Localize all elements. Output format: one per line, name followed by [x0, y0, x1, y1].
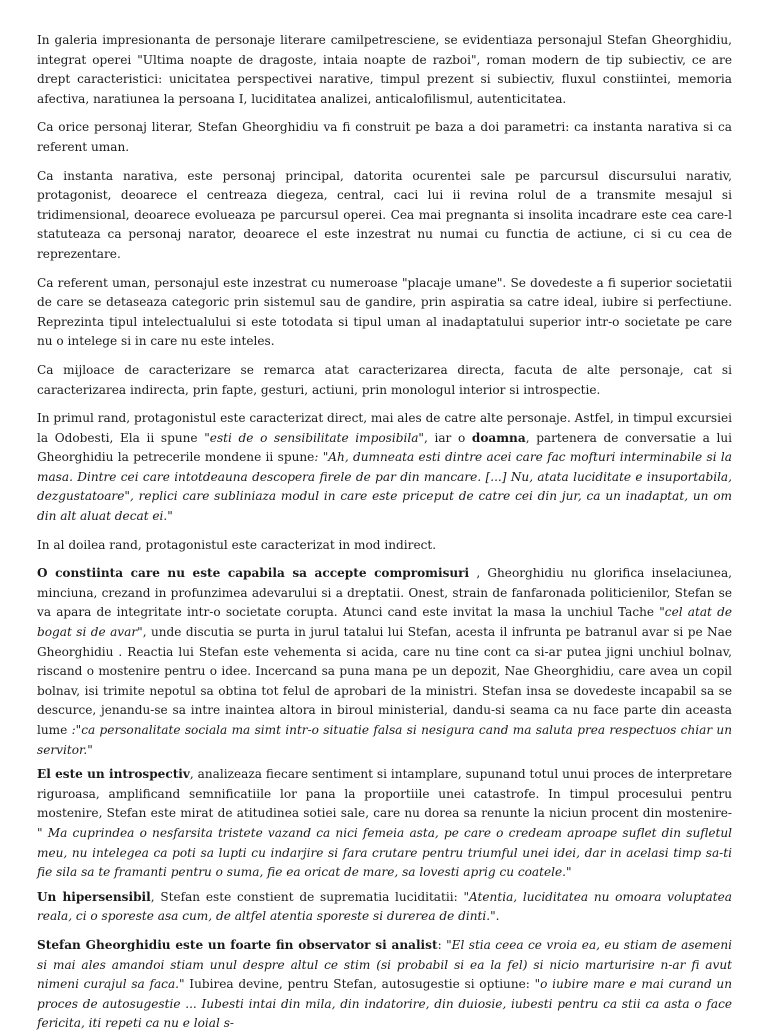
- quote-text: , replici care subliniaza modul in care este priceput de catre cei din jur, ca un inadaptat, un om din alt aluat decat ei.": [37, 489, 732, 524]
- body-text: , analizeaza fiecare sentiment si intamplare, supunand totul unui proces de interpretare riguroasa, amplificand semnificatiile lor pana la proportiile unei catastrofe. In timpul procesului pentru mostenire, Stefan este mirat de atitudinea sotiei sale, care nu dorea sa renunte la niciun procent din mostenire-: [37, 767, 732, 821]
- quote-text: esti de o sensibilitate imposibila: [209, 430, 419, 445]
- paragraph-6: [37, 409, 732, 527]
- paragraph-10: [37, 888, 732, 927]
- body-text: Ca orice personaj literar, Stefan Gheorghidiu va fi construit pe baza a doi parametri: ca instanta narativa si ca referent uman.: [37, 120, 732, 154]
- quote-text: "El stia ceea ce vroia ea, eu stiam de asemeni si mai ales amandoi stiam unul despre altul ce stim (si probabil si ea la fel) si nicio marturisire n-ar fi avut nimeni curajul sa faca.": [37, 937, 732, 992]
- body-text: , partenera de conversatie a lui Gheorghidiu la petrecerile mondene ii spune: [37, 430, 732, 465]
- body-text: Ca instanta narativa, este personaj principal, datorita ocurentei sale pe parcursul discursului narativ, protagonist, deoarece el centreaza diegeza, central, caci lui ii revina rolul de a transmite mesajul si tridimensional, deoarece evolueaza pe parcursul operei. Cea mai pregnanta si insolita incadrare este cea care-l statuteaza ca personaj narator, deoarece el este inzestrat nu numai cu functia de actiune, ci si cu cea de reprezentare.: [37, 168, 732, 261]
- bold-text: Stefan Gheorghidiu este un foarte fin observator si analist: [37, 937, 438, 952]
- paragraph-2: [37, 118, 732, 157]
- body-text: Ca mijloace de caracterizare se remarca atat caracterizarea directa, facuta de alte personaje, cat si caracterizarea indirecta, prin fapte, gesturi, actiuni, prin monologul interior si introspectie.: [37, 362, 732, 397]
- body-text: Iubirea devine, pentru Stefan, autosugestie si optiune:: [184, 977, 535, 992]
- paragraph-7: [37, 536, 732, 556]
- paragraph-9: [37, 765, 732, 883]
- paragraph-8: [37, 564, 732, 760]
- body-text: In al doilea rand, protagonistul este caracterizat in mod indirect.: [37, 537, 437, 552]
- body-text: , Stefan este constient de suprematia luciditatii:: [150, 889, 464, 904]
- body-text: Ca referent uman, personajul este inzestrat cu numeroase "placaje umane". Se dovedeste a fi superior societatii de care se detaseaza categoric prin sistemul sau de gandire, prin aspiratia sa catre ideal, iubire si perfectiune. Reprezinta tipul intelectualului si este totodata si tipul uman al inadaptatului superior intr-o societate pe care nu o intelege si in care nu este inteles.: [37, 275, 732, 349]
- body-text: , unde discutia se purta in jurul tatalui lui Stefan, acesta il infrunta pe batranul avar si pe Nae Gheorghidiu . Reactia lui Stefan este vehementa si acida, care nu tine cont ca si-ar putea jigni unchiul bolnav, riscand o mostenire pentru o idee. Incercand sa puna mana pe un depozit, Nae Gheorghidiu, care avea un copil bolnav, isi trimite nepotul sa obtina tot felul de aprobari de la ministri. Stefan insa se dovedeste incapabil sa se descurce, jenandu-se sa intre inaintea altora in biroul ministerial, dandu-si seama ca nu face parte din aceasta lume: [37, 625, 733, 737]
- quote-text: "o iubire mare e mai curand un proces de autosugestie ... Iubesti intai din mila, din indatorire, din duiosie, iubesti pentru ca stii ca asta o face fericita, iti repeti ca nu e loial s-: [37, 977, 732, 1031]
- body-text: In galeria impresionanta de personaje literare camilpetresciene, se evidentiaza personajul Stefan Gheorghidiu, integrat operei "Ultima noapte de dragoste, intaia noapte de razboi", roman modern de tip subiectiv, ce are drept caracteristici: unicitatea perspectivei narative, timpul prezent si subiectiv, fluxul constiintei, memoria afectiva, naratiunea la persoana I, luciditatea analizei, anticalofilismul, autenticitatea.: [37, 33, 732, 106]
- quote-text: "cel atat de bogat si de avar": [37, 605, 732, 640]
- body-text: .: [495, 909, 500, 924]
- paragraph-4: [37, 274, 732, 352]
- body-text: , Gheorghidiu nu glorifica inselaciunea, minciuna, crezand in profunzimea adevarului si a dreptatii. Onest, strain de fanfaronada politicienilor, Stefan se va apara de integritate intr-o societate corupta. Atunci cand este invitat la masa la unchiul Tache: [37, 566, 732, 620]
- body-text: :: [437, 937, 447, 952]
- paragraph-3: [37, 167, 732, 265]
- bold-text: O constiinta care nu este capabila sa accepte compromisuri: [37, 566, 470, 581]
- quote-text: : "Ah, dumneata esti dintre acei care fac mofturi interminabile si la masa. Dintre cei care intotdeauna descopera firele de par din mancare. [...] Nu, atata luciditate e insuportabila, dezgustatoare": [37, 450, 733, 504]
- bold-text: El este un introspectiv: [37, 767, 190, 782]
- paragraph-11: [37, 936, 732, 1034]
- bold-text: Un hipersensibil: [37, 889, 151, 904]
- quote-text: " Ma cuprindea o nesfarsita tristete vazand ca nici femeia asta, pe care o credeam aproape suflet din sufletul meu, nu intelegea ca poti sa lupti cu indarjire si fara crutare pentru triumful unei idei, dar in acelasi timp sa-ti fie sila sa te framanti pentru o suma, fie ea oricat de mare, sa lovesti aprig cu coatele.": [37, 825, 732, 880]
- paragraph-1: [37, 31, 732, 109]
- quote-text: "Atentia, luciditatea nu omoara voluptatea reala, ci o sporeste asa cum, de altfel atentia sporeste si durerea de dinti.": [37, 889, 732, 924]
- paragraph-5: [37, 361, 732, 400]
- quote-text: :"ca personalitate sociala ma simt intr-o situatie falsa si nesigura cand ma saluta prea respectuos chiar un servitor.": [37, 723, 732, 757]
- bold-text: doamna: [471, 430, 526, 445]
- body-text: In primul rand, protagonistul este caracterizat direct, mai ales de catre alte personaje. Astfel, in timpul excursiei la Odobesti, Ela ii spune ": [37, 411, 732, 445]
- body-text: ", iar o: [418, 430, 472, 445]
